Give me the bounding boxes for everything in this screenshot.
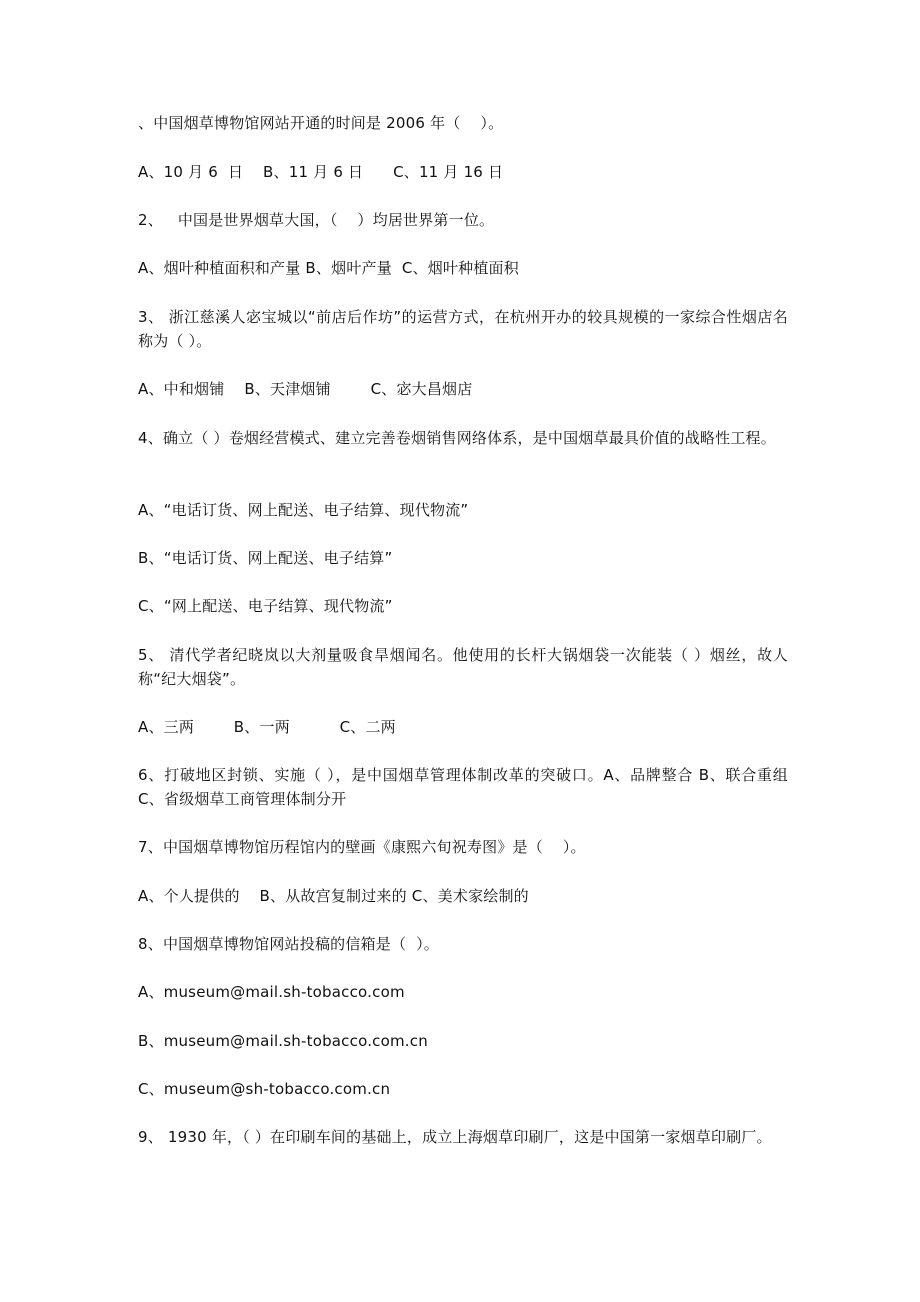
question-5-text: 5、 清代学者纪晓岚以大剂量吸食旱烟闻名。他使用的长杆大锅烟袋一次能装（ ）烟丝，故人称“纪大烟袋”。 [138, 646, 788, 688]
question-5-options: A、三两 B、一两 C、二两 [138, 718, 396, 736]
question-8-option-a: A、museum@mail.sh-tobacco.com [138, 983, 405, 1001]
question-3-options: A、中和烟铺 B、天津烟铺 C、宓大昌烟店 [138, 380, 473, 398]
question-7-options: A、个人提供的 B、从故宫复制过来的 C、美术家绘制的 [138, 887, 529, 905]
question-3-text: 3、 浙江慈溪人宓宝城以“前店后作坊”的运营方式，在杭州开办的较具规模的一家综合性烟店名称为（ ）。 [138, 308, 788, 350]
question-2-text: 2、 中国是世界烟草大国，（ ）均居世界第一位。 [138, 211, 495, 229]
question-1-options: A、10 月 6 日 B、11 月 6 日 C、11 月 16 日 [138, 163, 504, 181]
question-4-option-a: A、“电话订货、网上配送、电子结算、现代物流” [138, 501, 469, 519]
question-8-option-b: B、museum@mail.sh-tobacco.com.cn [138, 1032, 428, 1050]
question-7-text: 7、中国烟草博物馆历程馆内的壁画《康熙六旬祝寿图》是（ ）。 [138, 838, 586, 856]
question-4-text: 4、确立（ ）卷烟经营模式、建立完善卷烟销售网络体系，是中国烟草最具价值的战略性工程。 [138, 429, 776, 447]
question-4-option-b: B、“电话订货、网上配送、电子结算” [138, 549, 393, 567]
question-6-text: 6、打破地区封锁、实施（ ），是中国烟草管理体制改革的突破口。A、品牌整合 B、联合重组 C、省级烟草工商管理体制分开 [138, 766, 788, 808]
question-4-option-c: C、“网上配送、电子结算、现代物流” [138, 597, 393, 615]
question-1-text: 、中国烟草博物馆网站开通的时间是 2006 年（ ）。 [138, 114, 504, 132]
question-9-text: 9、 1930 年，（ ）在印刷车间的基础上，成立上海烟草印刷厂，这是中国第一家烟草印刷厂。 [138, 1128, 772, 1146]
question-8-text: 8、中国烟草博物馆网站投稿的信箱是（ ）。 [138, 935, 439, 953]
question-8-option-c: C、museum@sh-tobacco.com.cn [138, 1080, 391, 1098]
question-2-options: A、烟叶种植面积和产量 B、烟叶产量 C、烟叶种植面积 [138, 259, 519, 277]
